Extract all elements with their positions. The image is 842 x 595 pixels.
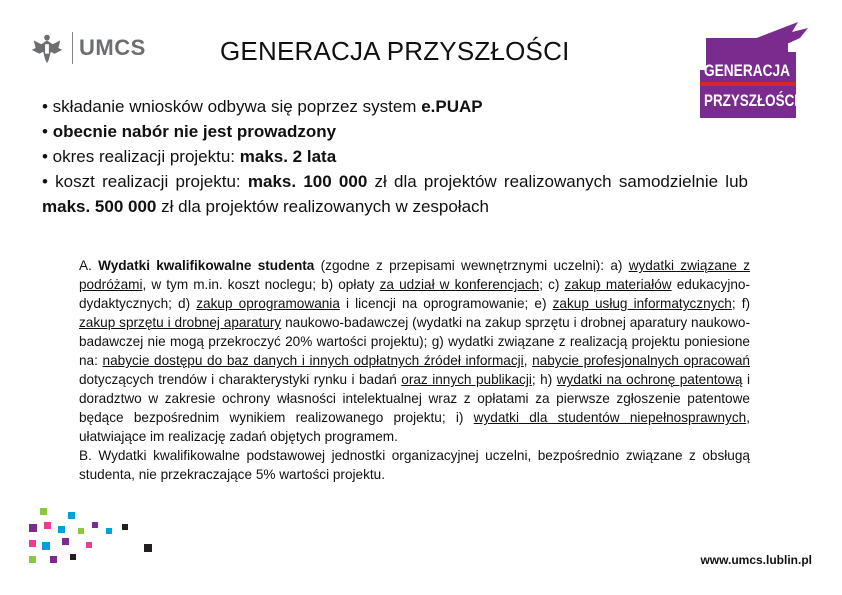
footer-website-link[interactable]: www.umcs.lublin.pl: [700, 553, 812, 567]
umcs-logo: [28, 28, 146, 68]
bullet-submission: • składanie wniosków odbywa się poprzez system e.PUAP: [42, 97, 483, 116]
section-a: A. Wydatki kwalifikowalne studenta (zgodne z przepisami wewnętrznymi uczelni): a) wydatki związane z podróżami, w tym m.in. koszt noclegu; b) opłaty za udział w konferencjach; c) zakup materiałów edukacyjno-dydaktycznych; d) zakup oprogramowania i licencji na oprogramowanie; e) zakup usług informatycznych; f) zakup sprzętu i drobnej aparatury naukowo-badawczej (wydatki na zakup sprzętu i drobnej aparatury naukowo-badawczej nie mogą przekroczyć 20% wartości projektu); g) wydatki związane z realizacją projektu poniesione na: nabycie dostępu do baz danych i innych odpłatnych źródeł informacji, nabycie profesjonalnych opracowań dotyczących trendów i charakterystyki rynku i badań oraz innych publikacji; h) wydatki na ochronę patentową i doradztwo w zakresie ochrony własności intelektualnej wraz z opłatami za pierwsze zgłoszenie patentowe będące bezpośrednim wynikiem realizowanego projektu; i) wydatki dla studentów niepełnosprawnych, ułatwiające im realizację zadań objętych programem.: [79, 258, 751, 444]
section-b: B. Wydatki kwalifikowalne podstawowej jednostki organizacyjnej uczelni, bezpośrednio związane z obsługą studenta, nie przekraczające 5% wartości projektu.: [79, 448, 750, 482]
umcs-wordmark: UMCS: [79, 35, 146, 60]
decorative-pixels-icon: [26, 508, 166, 568]
logo-line-1: GENERACJA: [704, 61, 790, 80]
logo-line-2: PRZYSZŁOŚCI: [704, 91, 798, 110]
section-a-title: Wydatki kwalifikowalne studenta: [98, 258, 315, 273]
logo-divider: [72, 32, 73, 64]
eligible-costs-details: [79, 256, 750, 484]
bullet-duration: • okres realizacji projektu: maks. 2 lata: [42, 147, 337, 166]
bullet-enrollment: • obecnie nabór nie jest prowadzony: [42, 122, 337, 141]
page-title: GENERACJA PRZYSZŁOŚCI: [220, 36, 570, 66]
bullet-cost: • koszt realizacji projektu: maks. 100 000 zł dla projektów realizowanych samodzielnie lub maks. 500 000 zł dla projektów realizowanych w zespołach: [42, 172, 748, 216]
eagle-crest-icon: [28, 29, 66, 67]
summary-bullets: [42, 94, 748, 219]
